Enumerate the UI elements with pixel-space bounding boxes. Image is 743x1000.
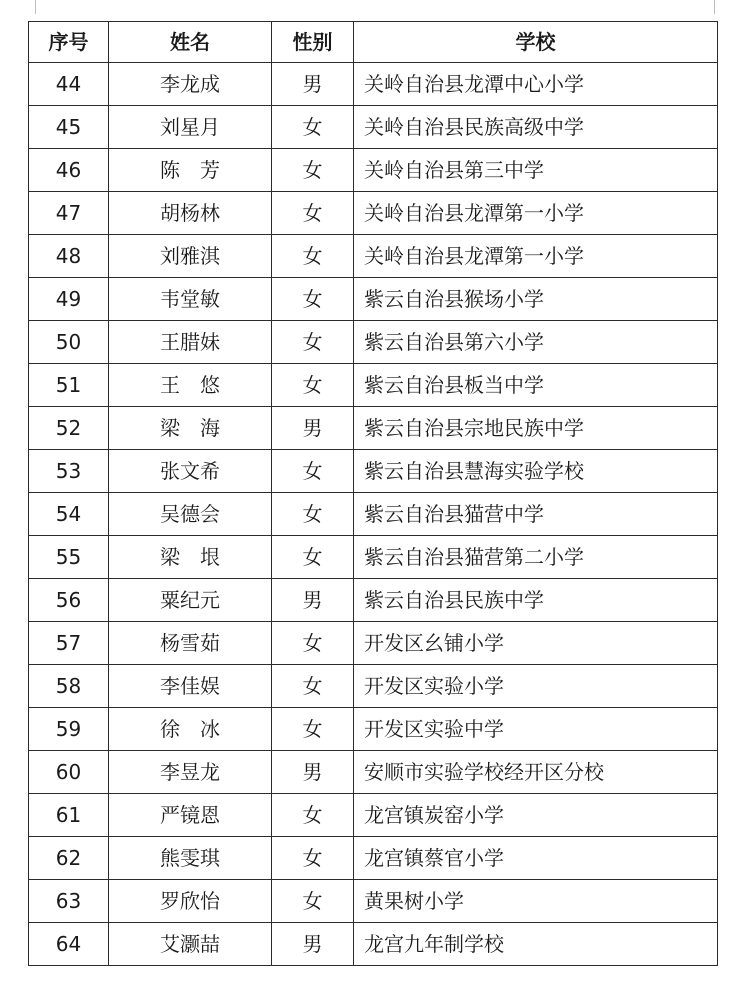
cell-name: 梁 海 [109, 407, 272, 450]
table-row [29, 923, 718, 966]
cell-no: 52 [29, 407, 109, 450]
header-name: 姓名 [109, 22, 272, 63]
cell-gender: 女 [272, 235, 354, 278]
table-row [29, 751, 718, 794]
cell-school: 黄果树小学 [354, 880, 718, 923]
cell-no: 63 [29, 880, 109, 923]
cell-name: 熊雯琪 [109, 837, 272, 880]
cell-name: 刘雅淇 [109, 235, 272, 278]
table-row [29, 665, 718, 708]
cell-gender: 女 [272, 493, 354, 536]
cell-school: 关岭自治县龙潭第一小学 [354, 192, 718, 235]
cell-name: 吴德会 [109, 493, 272, 536]
cell-name: 李龙成 [109, 63, 272, 106]
cell-school: 紫云自治县猫营中学 [354, 493, 718, 536]
cell-gender: 女 [272, 708, 354, 751]
cell-name: 粟纪元 [109, 579, 272, 622]
cell-gender: 女 [272, 450, 354, 493]
cell-gender: 女 [272, 364, 354, 407]
cell-gender: 女 [272, 192, 354, 235]
table-row [29, 837, 718, 880]
table-row [29, 622, 718, 665]
cell-name: 徐 冰 [109, 708, 272, 751]
table-row [29, 450, 718, 493]
table-row [29, 321, 718, 364]
cell-name: 王腊妹 [109, 321, 272, 364]
cell-school: 龙宫九年制学校 [354, 923, 718, 966]
table-row [29, 794, 718, 837]
cell-school: 紫云自治县第六小学 [354, 321, 718, 364]
page-margin-mark-left [35, 0, 36, 14]
cell-gender: 女 [272, 106, 354, 149]
cell-gender: 男 [272, 63, 354, 106]
cell-no: 50 [29, 321, 109, 364]
table-row [29, 493, 718, 536]
header-gender: 性别 [272, 22, 354, 63]
cell-gender: 男 [272, 923, 354, 966]
table-row [29, 536, 718, 579]
cell-name: 杨雪茹 [109, 622, 272, 665]
cell-no: 61 [29, 794, 109, 837]
cell-no: 56 [29, 579, 109, 622]
header-school: 学校 [354, 22, 718, 63]
cell-gender: 女 [272, 794, 354, 837]
table-row [29, 364, 718, 407]
cell-gender: 女 [272, 622, 354, 665]
cell-school: 龙宫镇炭窑小学 [354, 794, 718, 837]
cell-school: 关岭自治县第三中学 [354, 149, 718, 192]
cell-school: 紫云自治县猴场小学 [354, 278, 718, 321]
table-row [29, 880, 718, 923]
cell-no: 46 [29, 149, 109, 192]
cell-no: 58 [29, 665, 109, 708]
cell-school: 紫云自治县民族中学 [354, 579, 718, 622]
cell-gender: 女 [272, 536, 354, 579]
cell-school: 关岭自治县民族高级中学 [354, 106, 718, 149]
header-no: 序号 [29, 22, 109, 63]
cell-gender: 女 [272, 880, 354, 923]
cell-gender: 女 [272, 837, 354, 880]
cell-school: 安顺市实验学校经开区分校 [354, 751, 718, 794]
cell-school: 关岭自治县龙潭第一小学 [354, 235, 718, 278]
cell-gender: 女 [272, 278, 354, 321]
cell-gender: 男 [272, 751, 354, 794]
cell-no: 51 [29, 364, 109, 407]
cell-no: 48 [29, 235, 109, 278]
cell-gender: 女 [272, 665, 354, 708]
table-header-row [29, 22, 718, 63]
table-row [29, 407, 718, 450]
table-row [29, 106, 718, 149]
table-body [29, 63, 718, 966]
table-row [29, 63, 718, 106]
cell-no: 45 [29, 106, 109, 149]
cell-name: 李昱龙 [109, 751, 272, 794]
cell-no: 55 [29, 536, 109, 579]
cell-no: 47 [29, 192, 109, 235]
cell-gender: 男 [272, 407, 354, 450]
page-margin-mark-right [714, 0, 715, 14]
cell-school: 开发区实验中学 [354, 708, 718, 751]
cell-no: 57 [29, 622, 109, 665]
table-row [29, 192, 718, 235]
cell-school: 紫云自治县宗地民族中学 [354, 407, 718, 450]
cell-name: 张文希 [109, 450, 272, 493]
cell-no: 49 [29, 278, 109, 321]
cell-no: 60 [29, 751, 109, 794]
cell-no: 53 [29, 450, 109, 493]
cell-name: 严镜恩 [109, 794, 272, 837]
table-row [29, 579, 718, 622]
cell-school: 龙宫镇蔡官小学 [354, 837, 718, 880]
cell-school: 紫云自治县板当中学 [354, 364, 718, 407]
cell-school: 关岭自治县龙潭中心小学 [354, 63, 718, 106]
cell-name: 梁 垠 [109, 536, 272, 579]
cell-school: 开发区幺铺小学 [354, 622, 718, 665]
cell-school: 紫云自治县慧海实验学校 [354, 450, 718, 493]
roster-table [28, 21, 718, 966]
cell-gender: 男 [272, 579, 354, 622]
cell-name: 胡杨林 [109, 192, 272, 235]
cell-gender: 女 [272, 321, 354, 364]
cell-school: 开发区实验小学 [354, 665, 718, 708]
cell-name: 陈 芳 [109, 149, 272, 192]
cell-no: 44 [29, 63, 109, 106]
table-row [29, 149, 718, 192]
cell-name: 韦堂敏 [109, 278, 272, 321]
cell-gender: 女 [272, 149, 354, 192]
cell-name: 王 悠 [109, 364, 272, 407]
table-row [29, 278, 718, 321]
cell-no: 54 [29, 493, 109, 536]
cell-name: 李佳娱 [109, 665, 272, 708]
cell-name: 艾灏喆 [109, 923, 272, 966]
table-row [29, 235, 718, 278]
cell-school: 紫云自治县猫营第二小学 [354, 536, 718, 579]
cell-no: 64 [29, 923, 109, 966]
table-row [29, 708, 718, 751]
cell-no: 59 [29, 708, 109, 751]
cell-name: 罗欣怡 [109, 880, 272, 923]
cell-name: 刘星月 [109, 106, 272, 149]
cell-no: 62 [29, 837, 109, 880]
